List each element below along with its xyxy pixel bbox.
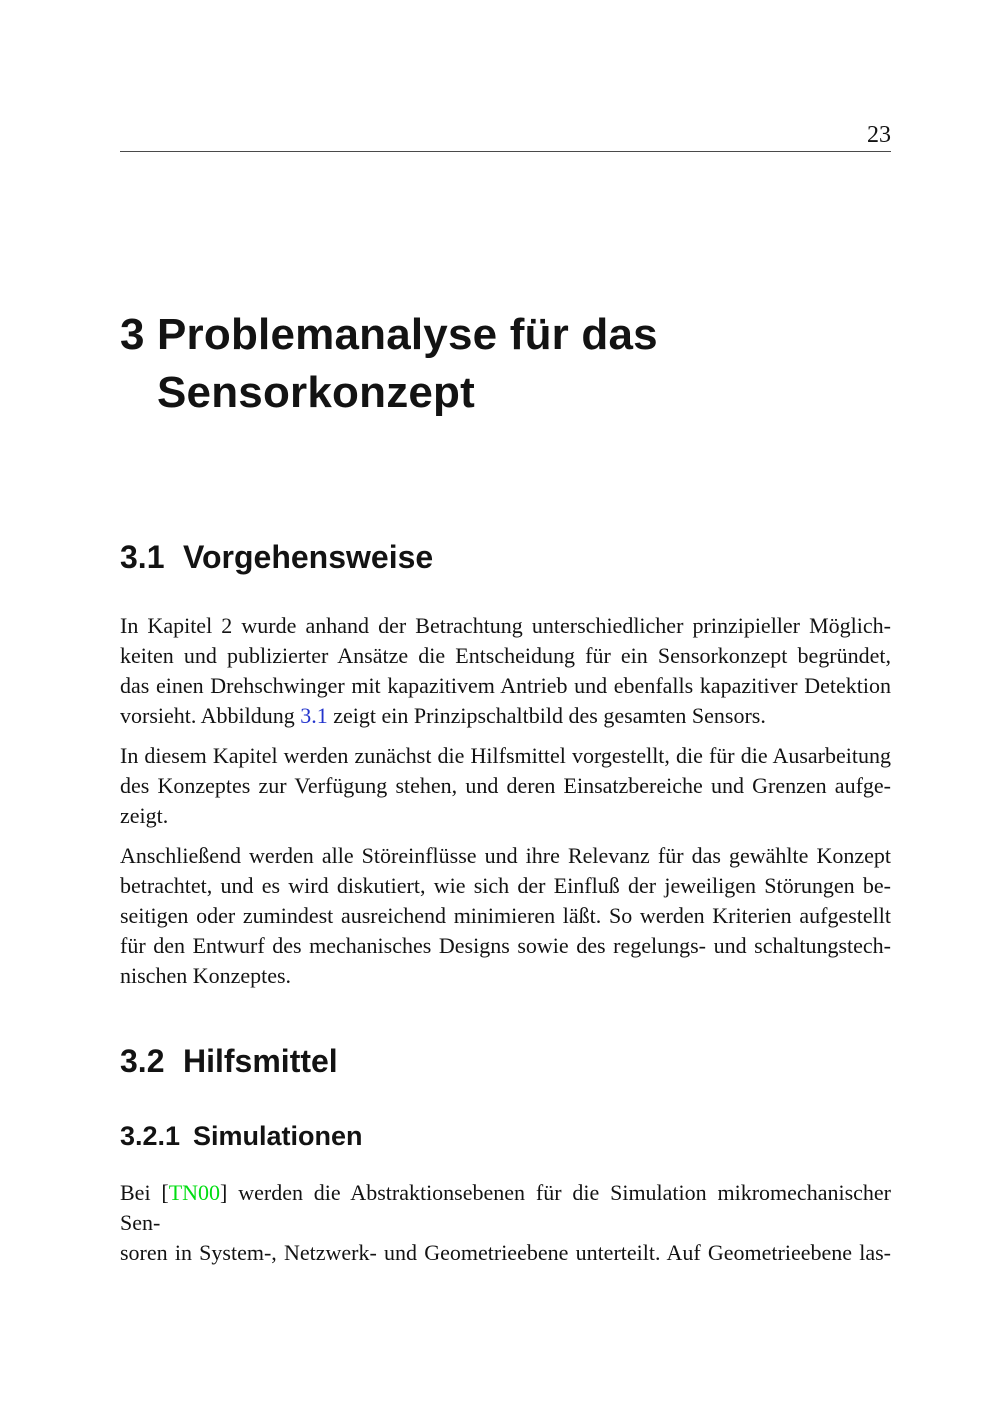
text-segment: Anschließend werden alle Störeinflüsse und ihre Relevanz für das gewählte Konzept [120,843,891,868]
text-segment: des Konzeptes zur Verfügung stehen, und deren Einsatzbereiche und Grenzen aufge- [120,773,891,798]
text-line [120,611,891,641]
citation-link[interactable]: TN00 [168,1180,221,1205]
text-line [120,931,891,961]
section-title: Hilfsmittel [183,1043,338,1079]
text-line [120,871,891,901]
text-line [157,306,658,364]
text-segment: ] werden die Abstraktionsebenen für die Simulation mikromechanischer Sen- [120,1180,891,1235]
figure-ref-link[interactable]: 3.1 [300,703,328,728]
text-segment: Sensorkonzept [157,368,475,417]
section-number: 3.2 [120,1043,165,1079]
text-segment: vorsieht. Abbildung [120,703,301,728]
section-title: Vorgehensweise [183,539,434,575]
text-segment: nischen Konzeptes. [120,963,292,988]
text-segment: das einen Drehschwinger mit kapazitivem Antrieb und ebenfalls kapazitiver Detektion [120,673,891,698]
text-segment: In Kapitel 2 wurde anhand der Betrachtung unterschiedlicher prinzipieller Möglich- [120,613,891,638]
text-line [120,961,891,991]
subsection-title: Simulationen [193,1121,363,1151]
paragraph-simulationen-intro [120,1178,891,1268]
text-segment: für den Entwurf des mechanisches Designs sowie des regelungs- und schaltungstech- [120,933,891,958]
page-number: 23 [867,122,891,148]
text-segment: In diesem Kapitel werden zunächst die Hilfsmittel vorgestellt, die für die Ausarbeitung [120,743,891,768]
text-segment: zeigt. [120,803,169,828]
page-header [120,122,891,148]
text-line [120,671,891,701]
text-segment: seitigen oder zumindest ausreichend minimieren läßt. So werden Kriterien aufgestellt [120,903,891,928]
text-segment: keiten und publizierter Ansätze die Entscheidung für ein Sensorkonzept begründet, [120,643,891,668]
header-rule [120,151,891,152]
chapter-heading [120,306,658,422]
text-line [120,701,891,731]
text-line [157,364,658,422]
paragraph-hilfsmittel-ueberblick [120,741,891,831]
subsection-heading-simulationen [120,1120,363,1152]
text-line [120,641,891,671]
text-line [120,1238,891,1268]
text-line [120,741,891,771]
section-number: 3.1 [120,539,165,575]
text-segment: betrachtet, und es wird diskutiert, wie sich der Einfluß der jeweiligen Störungen be- [120,873,891,898]
text-segment: Problemanalyse für das [157,310,658,359]
text-line [120,841,891,871]
text-segment: zeigt ein Prinzipschaltbild des gesamten Sensors. [327,703,766,728]
text-segment: Bei [ [120,1180,169,1205]
paragraph-stoereinfluesse [120,841,891,991]
subsection-number: 3.2.1 [120,1121,181,1151]
text-line [120,801,891,831]
text-line [120,1178,891,1238]
section-heading-vorgehensweise [120,538,433,576]
text-segment: soren in System-, Netzwerk- und Geometrieebene unterteilt. Auf Geometrieebene las- [120,1240,891,1265]
paragraph-konzept-begruendung [120,611,891,731]
section-heading-hilfsmittel [120,1042,338,1080]
chapter-number: 3 [120,310,145,359]
text-line [120,771,891,801]
chapter-title [157,306,658,422]
text-line [120,901,891,931]
